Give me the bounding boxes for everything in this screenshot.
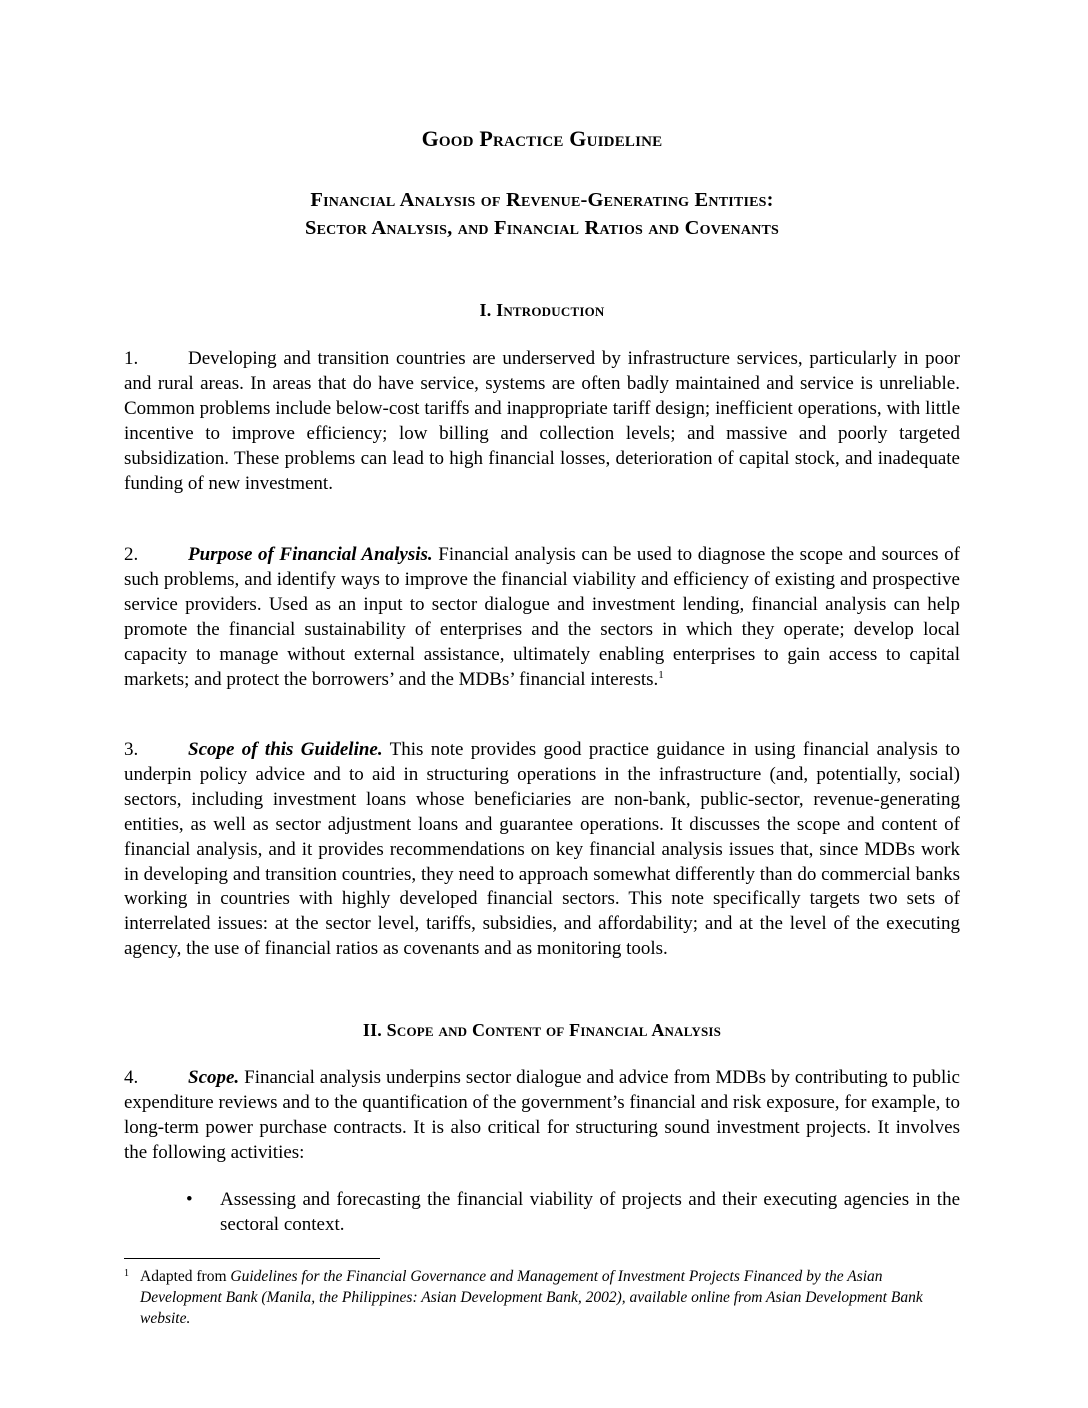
footnote-citation: Guidelines for the Financial Governance and Management of Investment Projects Financed by the Asian Development Bank (Manila, the Philippines: Asian Development Bank, 2002), available online from Asian Development Bank website. <box>140 1268 923 1327</box>
footnote <box>124 1266 960 1329</box>
paragraph-text: Financial analysis underpins sector dialogue and advice from MDBs by contributing to public expenditure reviews and to the quantification of the government’s financial and risk exposure, for example, to long-term power purchase contracts. It is also critical for structuring sound investment projects. It involves the following activities: <box>124 1067 960 1163</box>
paragraph-lead: Purpose of Financial Analysis. <box>188 544 433 565</box>
paragraph-lead: Scope of this Guideline. <box>188 739 383 760</box>
paragraph-1 <box>124 347 960 496</box>
paragraph-number: 4. <box>124 1067 139 1088</box>
paragraph-number: 3. <box>124 739 139 760</box>
bullet-dot-icon: • <box>186 1189 193 1210</box>
paragraph-2 <box>124 543 960 692</box>
paragraph-text: Developing and transition countries are underserved by infrastructure services, particularly in poor and rural areas. In areas that do have service, systems are often badly maintained and service is unreliable. Common problems include below-cost tariffs and inappropriate tariff design; inefficient operations, with little incentive to improve efficiency; low billing and collection levels; and massive and poorly targeted subsidization. These problems can lead to high financial losses, deterioration of capital stock, and inadequate funding of new investment. <box>124 348 960 494</box>
document-type-heading: Good Practice Guideline <box>421 126 663 151</box>
section-heading-scope-and-content: II. Scope and Content of Financial Analysis <box>362 1020 722 1040</box>
footnote-reference[interactable]: 1 <box>658 668 664 681</box>
footnote-text <box>140 1266 960 1329</box>
paragraph-text: Financial analysis can be used to diagnose the scope and sources of such problems, and identify ways to improve the financial viability and efficiency of existing and prospective service providers. Used as an input to sector dialogue and investment lending, financial analysis can help promote the financial sustainability of enterprises and the sectors in which they operate; develop local capacity to manage without external assistance, ultimately enabling enterprises to gain access to capital markets; and protect the borrowers’ and the MDBs’ financial interests. <box>124 544 960 690</box>
section-heading-introduction: I. Introduction <box>479 300 605 320</box>
paragraph-text: This note provides good practice guidance in using financial analysis to underpin policy advice and to aid in structuring operations in the infrastructure (and, potentially, social) sectors, including investment loans whose beneficiaries are non-bank, public-sector, revenue-generating entities, as well as sector adjustment loans and guarantee operations. It discusses the scope and content of financial analysis, and it provides recommendations on key financial analysis issues that, since MDBs work in developing and transition countries, they need to approach somewhat differently than do commercial banks working in countries with highly developed financial sectors. This note specifically targets two sets of interrelated issues: at the sector level, tariffs, subsidies, and affordability; and at the level of the executing agency, the use of financial ratios as covenants and as monitoring tools. <box>124 739 960 960</box>
paragraph-4 <box>124 1066 960 1166</box>
document-title <box>124 186 960 242</box>
title-line-1: Financial Analysis of Revenue-Generating Entities: <box>310 189 774 211</box>
title-line-2: Sector Analysis, and Financial Ratios and Covenants <box>305 217 779 239</box>
footnote-number: 1 <box>124 1268 129 1279</box>
footnote-prefix: Adapted from <box>140 1268 231 1285</box>
paragraph-number: 1. <box>124 348 139 369</box>
footnote-separator <box>124 1258 380 1259</box>
paragraph-lead: Scope. <box>188 1067 240 1088</box>
bullet-text: Assessing and forecasting the financial viability of projects and their executing agencies in the sectoral context. <box>220 1189 960 1235</box>
paragraph-3 <box>124 738 960 962</box>
bullet-item <box>186 1187 960 1237</box>
paragraph-number: 2. <box>124 544 139 565</box>
